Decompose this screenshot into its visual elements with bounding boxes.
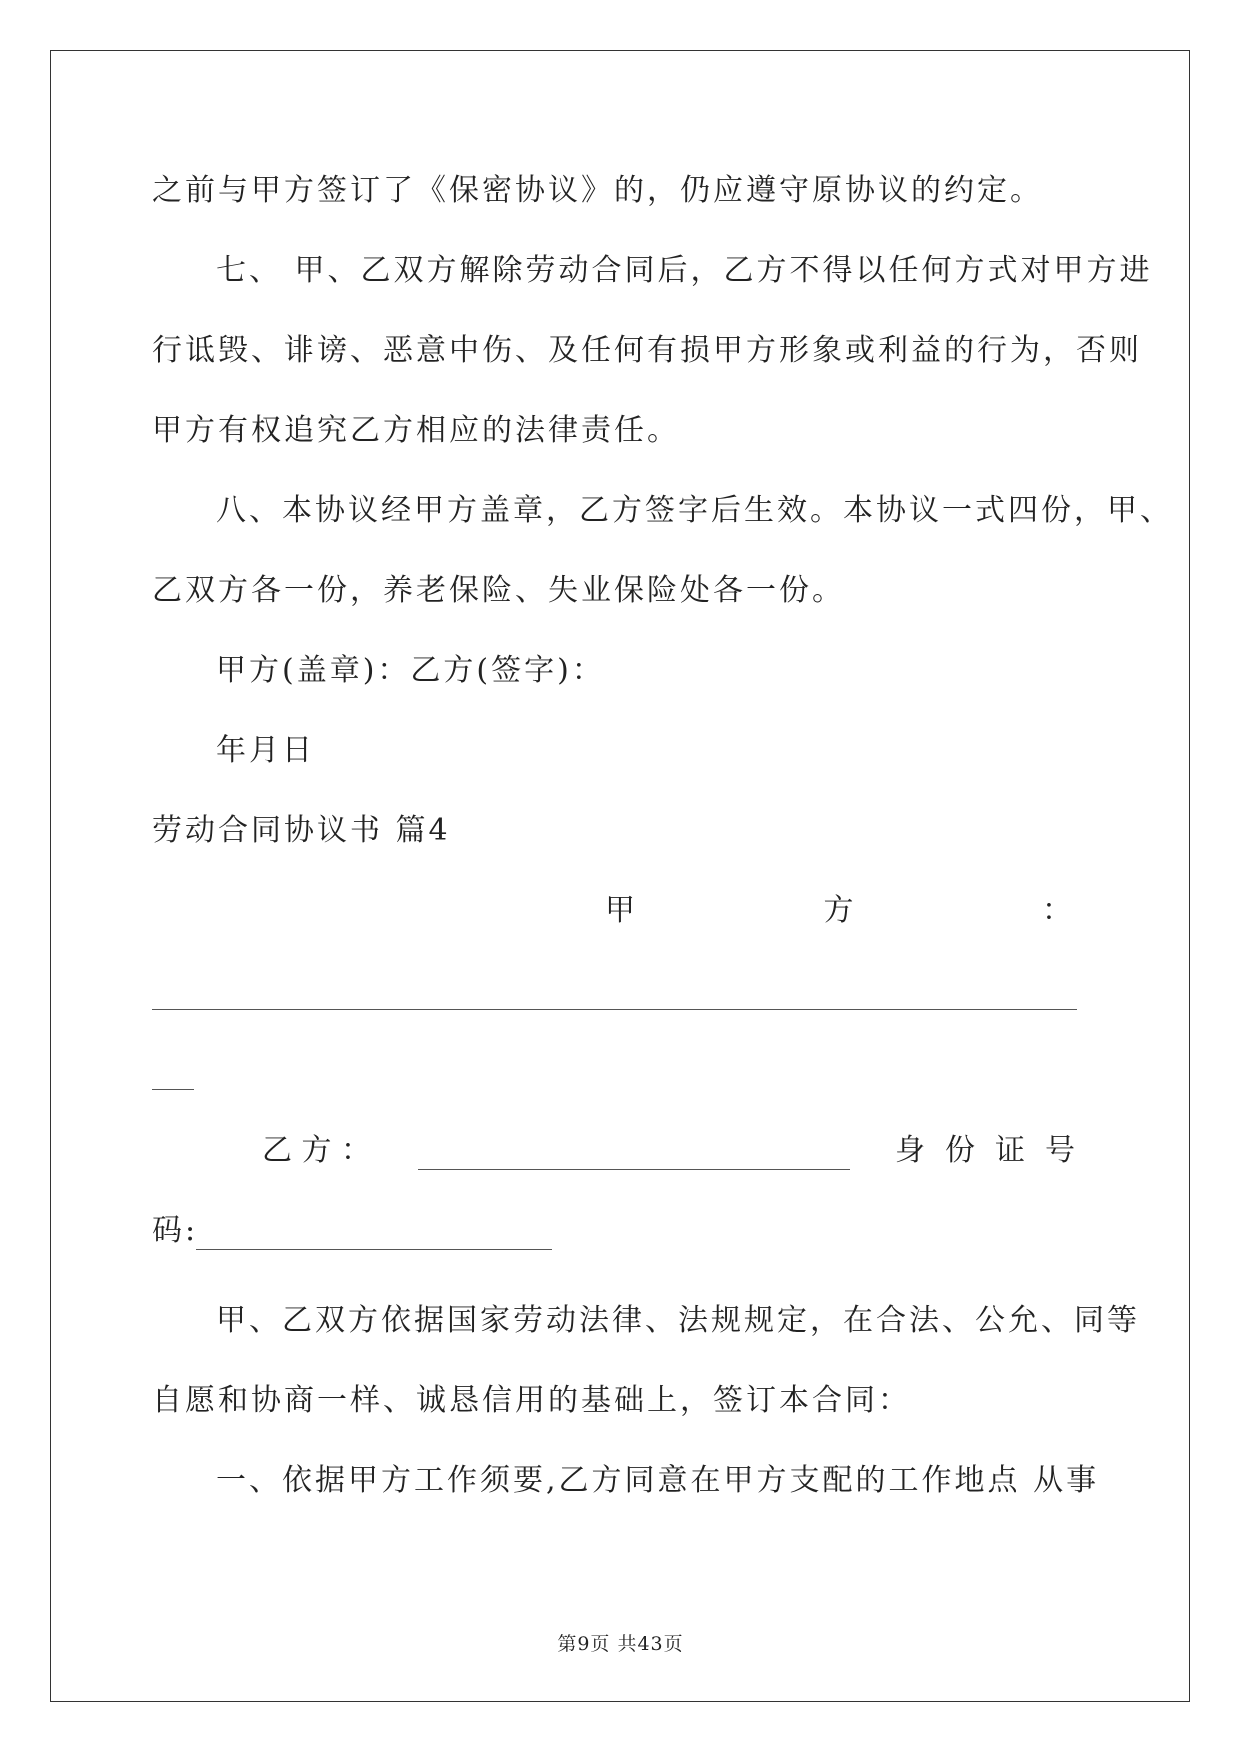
section-title: 劳动合同协议书 篇4 bbox=[152, 813, 451, 848]
text-line-14: 甲、乙双方依据国家劳动法律、法规规定，在合法、公允、同等 bbox=[216, 1303, 1140, 1338]
date-line: 年月日 bbox=[216, 733, 315, 768]
signature-line: 甲方(盖章)：乙方(签字)： bbox=[216, 653, 605, 688]
id-number-label bbox=[895, 1131, 1078, 1171]
text-line-15: 自愿和协商一样、诚恳信用的基础上，签订本合同： bbox=[152, 1383, 911, 1418]
party-a-char-2: 方 bbox=[823, 893, 857, 928]
party-b-char-2: 方 bbox=[301, 1133, 335, 1168]
id-char-4: 号 bbox=[1045, 1133, 1078, 1168]
text-line-4: 甲方有权追究乙方相应的法律责任。 bbox=[152, 413, 680, 448]
party-b-colon: ： bbox=[341, 1133, 374, 1168]
text-line-6: 乙双方各一份，养老保险、失业保险处各一份。 bbox=[152, 573, 845, 608]
text-line-clause-7: 七、 甲、乙双方解除劳动合同后，乙方不得以任何方式对甲方进 bbox=[216, 253, 1153, 288]
id-char-1: 身 bbox=[895, 1133, 928, 1168]
party-a-label bbox=[605, 891, 1075, 931]
id-char-2: 份 bbox=[945, 1133, 978, 1168]
id-number-blank-line bbox=[196, 1249, 552, 1250]
id-char-3: 证 bbox=[995, 1133, 1028, 1168]
page-number-footer: 第9页 共43页 bbox=[557, 1633, 684, 1655]
party-b-char-1: 乙 bbox=[262, 1133, 295, 1168]
party-b-label bbox=[262, 1131, 374, 1171]
party-a-blank-line-end bbox=[152, 1089, 194, 1090]
party-b-blank-line bbox=[418, 1169, 850, 1170]
text-line-clause-8: 八、本协议经甲方盖章，乙方签字后生效。本协议一式四份，甲、 bbox=[216, 493, 1173, 528]
party-a-colon: ： bbox=[1042, 893, 1075, 928]
text-line-3: 行诋毁、诽谤、恶意中伤、及任何有损甲方形象或利益的行为，否则 bbox=[152, 333, 1142, 368]
page-border bbox=[50, 50, 1190, 1702]
party-a-blank-line bbox=[152, 1009, 1077, 1010]
id-number-label-end: 码: bbox=[152, 1213, 199, 1248]
party-a-char-1: 甲 bbox=[605, 893, 638, 928]
text-line-1: 之前与甲方签订了《保密协议》的，仍应遵守原协议的约定。 bbox=[152, 173, 1043, 208]
text-line-16: 一、依据甲方工作须要,乙方同意在甲方支配的工作地点 从事 bbox=[216, 1463, 1100, 1498]
